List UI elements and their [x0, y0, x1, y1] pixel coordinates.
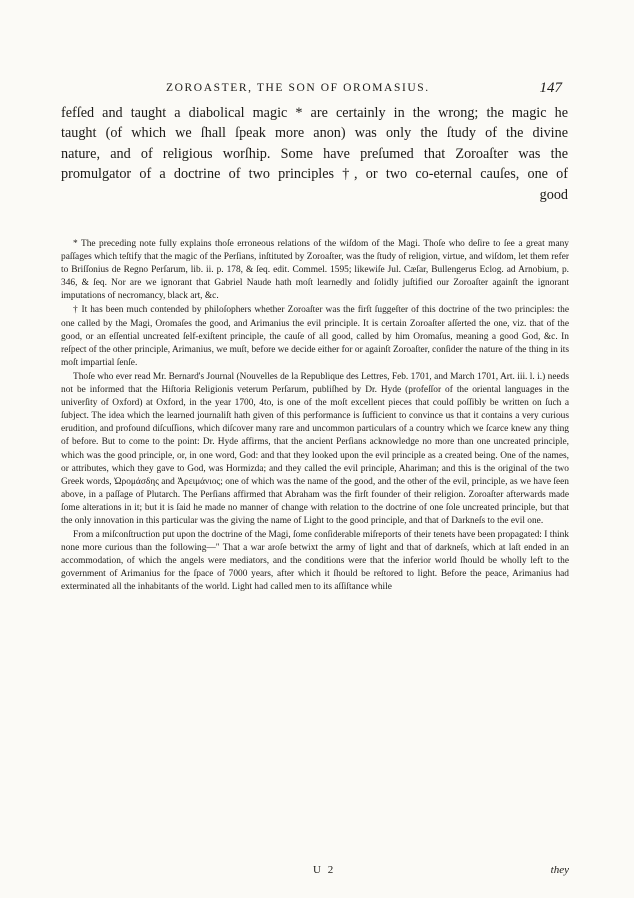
footnotes	[61, 238, 569, 596]
main-text-line: fefſed and taught a diabolical magic * are certainly in the wrong; the magic he	[61, 105, 568, 121]
footnote-hyde: Thoſe who ever read Mr. Bernard's Journal (Nouvelles de la Republique des Lettres, Feb. 1701, and March 1701, Art. iii. l. i.) needs not be informed that the Hiſtoria Religionis veterum Perſarum, publiſhed by Dr. Hyde (profeſſor of the oriental languages in the univerſity of Oxford) at Oxford, in the year 1700, 4to, is one of the moſt excellent pieces that could poſſibly be written on ſuch a ſubject. The idea which the learned journaliſt hath given of this performance is ſufficient to convince us that it contains a very curious erudition, and profound diſcuſſions, which diſcover many rare and uncommon particulars of a country which we ſcarce knew any thing of before. But to come to the point: Dr. Hyde affirms, that the ancient Perſians acknowledge no more than one uncreated principle, which was the good principle, or, in one word, God: and that they looked upon the evil principle as a created being. One of the names, or attributes, which they gave to God, was Hormizda; and they called the evil principle, Ahariman; and this is the original of the two Greek words, Ὠρομάσδης and Ἀρειμάνιος; one of which was the name of the good, and the other of the evil, principle, as we have ſeen above, in a paſſage of Plutarch. The Perſians affirmed that Abraham was the firſt founder of their religion. Zoroaſter afterwards made ſome alterations in it; but it is ſaid he made no manner of change with relation to the doctrine of one ſole uncreated principle, but that the only innovation in this particular was the giving the name of Light to the good principle, and that of Darkneſs to the evil one.	[61, 371, 569, 526]
main-text-line: promulgator of a doctrine of two principles †, or two co-eternal cauſes, one of	[61, 166, 568, 183]
page-footer	[61, 864, 569, 878]
signature-mark: U 2	[313, 864, 336, 876]
page-header	[120, 82, 562, 100]
running-title: ZOROASTER, THE SON OF OROMASIUS.	[166, 82, 430, 94]
footnote-misconstruction: From a miſconſtruction put upon the doctrine of the Magi, ſome conſiderable miſreports of their tenets have been propagated: I think none more curious than the following—" That a war aroſe betwixt the army of light and that of darkneſs, which at laſt ended in an accommodation, of which the angels were mediators, and the conditions were that the inferior world ſhould be wholly left to the government of Arimanius for the ſpace of 7000 years, after which it ſhould be reſtored to light. Before the peace, Arimanius had exterminated all the inhabitants of the world. Light had called men to its aſſiſtance while	[61, 530, 569, 593]
main-text-line: nature, and of religious worſhip. Some have preſumed that Zoroaſter was the	[61, 145, 568, 162]
main-text-line: good	[539, 186, 568, 203]
page-number: 147	[539, 80, 562, 96]
main-text	[61, 103, 568, 205]
main-text-line: taught (of which we ſhall ſpeak more anon) was only the ſtudy of the divine	[61, 125, 568, 142]
footnote-magi: * The preceding note fully explains thoſe erroneous relations of the wiſdom of the Magi. Thoſe who deſire to ſee a great many paſſages which teſtify that the magic of the Perſians, inſtituted by Zoroaſter, was the ſtudy of religion, virtue, and wiſdom, let them refer to Briſſonius de Regno Perſarum, lib. ii. p. 178, & ſeq. edit. Commel. 1595; likewiſe Jul. Cæſar, Bullengerus Eclog. ad Arnobium, p. 346, & ſeq. Nor are we ignorant that Gabriel Naude hath moſt learnedly and ſolidly juſtified our Zoroaſter againſt the ignorant imputations of necromancy, black art, &c.	[61, 239, 569, 302]
catchword: they	[550, 864, 569, 876]
footnote-two-principles: † It has been much contended by philoſophers whether Zoroaſter was the firſt ſuggeſter of this doctrine of the two principles: the one called by the Magi, Oromaſes the good, and Arimanius the evil principle. It is certain Zoroaſter aſſerted the one, viz. that of the good, or an eſſential uncreated ſelf-exiſtent principle, the cauſe of all good, called by him Oromaſus, meaning a good God, &c. In reſpect of the other principle, Arimanius, we muſt, before we decide either for or againſt Zoroaſter, conſider the nature of the thing in its moſt impartial ſenſe.	[61, 305, 569, 368]
